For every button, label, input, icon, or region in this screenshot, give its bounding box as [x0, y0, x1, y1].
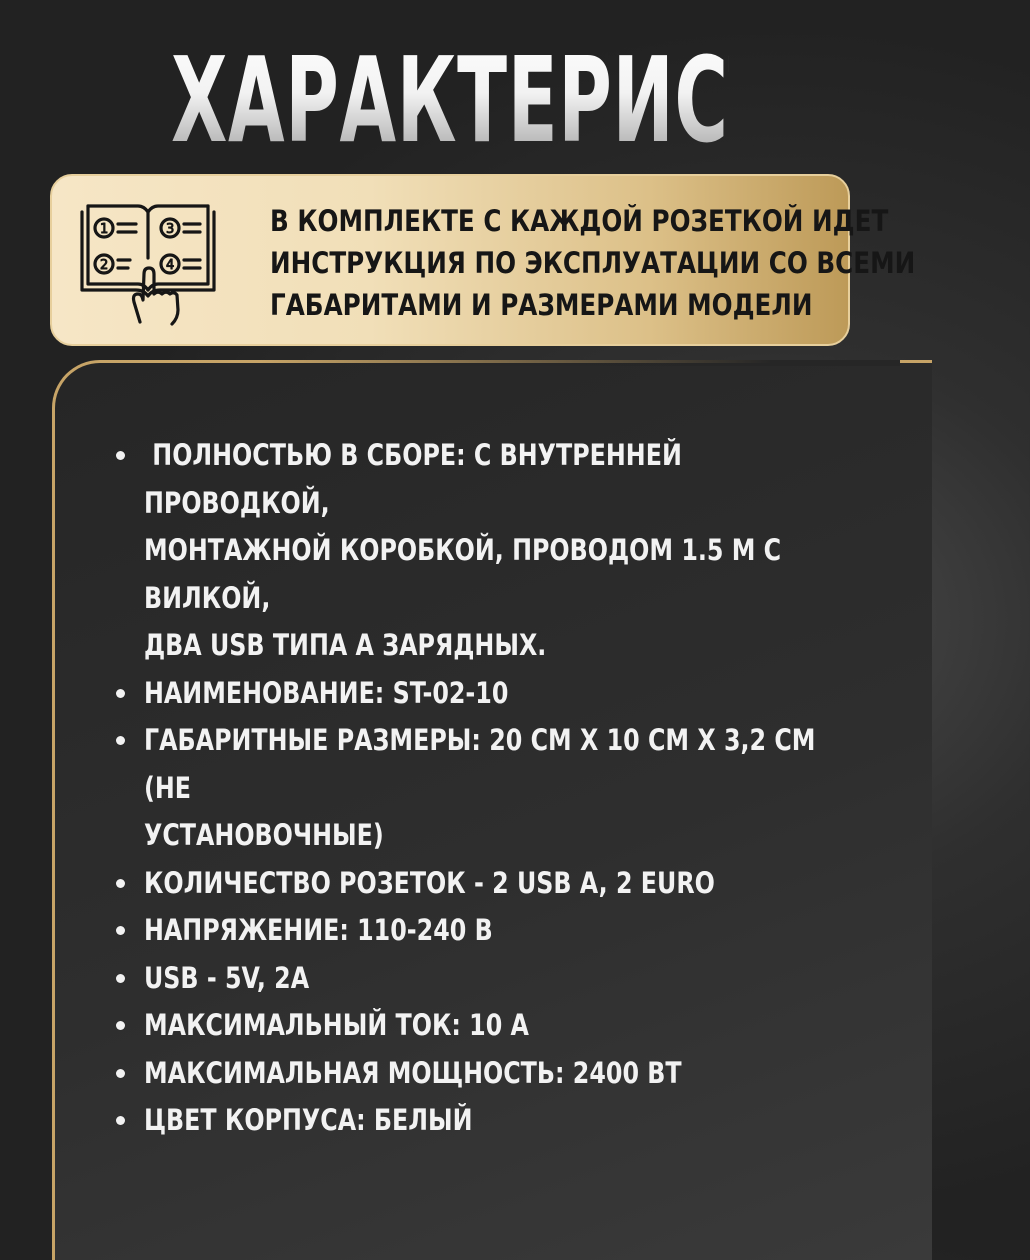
banner-line: В КОМПЛЕКТЕ С КАЖДОЙ РОЗЕТКОЙ ИДЕТ [270, 204, 889, 238]
bullet-icon [116, 736, 125, 745]
bullet-icon [116, 451, 125, 460]
bullet-icon [116, 974, 125, 983]
spec-item: МАКСИМАЛЬНАЯ МОЩНОСТЬ: 2400 ВТ [110, 1050, 870, 1098]
banner-text [270, 200, 916, 326]
page-title: ХАРАКТЕРИСТИКИ [171, 31, 964, 169]
svg-text:4: 4 [166, 258, 175, 273]
spec-item: ЦВЕТ КОРПУСА: БЕЛЫЙ [110, 1097, 870, 1145]
panel-border-fade [260, 360, 900, 366]
spec-item: КОЛИЧЕСТВО РОЗЕТОК - 2 USB A, 2 EURO [110, 860, 870, 908]
bullet-icon [116, 926, 125, 935]
svg-text:3: 3 [166, 222, 175, 237]
svg-text:1: 1 [100, 222, 109, 237]
spec-item: ПОЛНОСТЬЮ В СБОРЕ: С ВНУТРЕННЕЙ ПРОВОДКОЙ, МОНТАЖНОЙ КОРОБКОЙ, ПРОВОДОМ 1.5 М С ВИЛКОЙ, ДВА USB ТИПА А ЗАРЯДНЫХ. [110, 432, 870, 670]
bullet-icon [116, 879, 125, 888]
instruction-banner [50, 174, 916, 346]
bullet-icon [116, 1116, 125, 1125]
spec-item: НАПРЯЖЕНИЕ: 110-240 В [110, 907, 870, 955]
spec-item: ГАБАРИТНЫЕ РАЗМЕРЫ: 20 СМ Х 10 СМ Х 3,2 СМ (НЕ УСТАНОВОЧНЫЕ) [110, 717, 870, 860]
banner-line: ИНСТРУКЦИЯ ПО ЭКСПЛУАТАЦИИ СО ВСЕМИ [270, 246, 916, 280]
spec-item: НАИМЕНОВАНИЕ: ST-02-10 [110, 670, 870, 718]
specs-list [110, 432, 870, 1145]
banner-line: ГАБАРИТАМИ И РАЗМЕРАМИ МОДЕЛИ [270, 288, 813, 322]
svg-text:2: 2 [100, 258, 109, 273]
bullet-icon [116, 1069, 125, 1078]
manual-book-icon [78, 198, 218, 328]
bullet-icon [116, 689, 125, 698]
spec-item: МАКСИМАЛЬНЫЙ ТОК: 10 А [110, 1002, 870, 1050]
bullet-icon [116, 1021, 125, 1030]
spec-item: USB - 5V, 2A [110, 955, 870, 1003]
